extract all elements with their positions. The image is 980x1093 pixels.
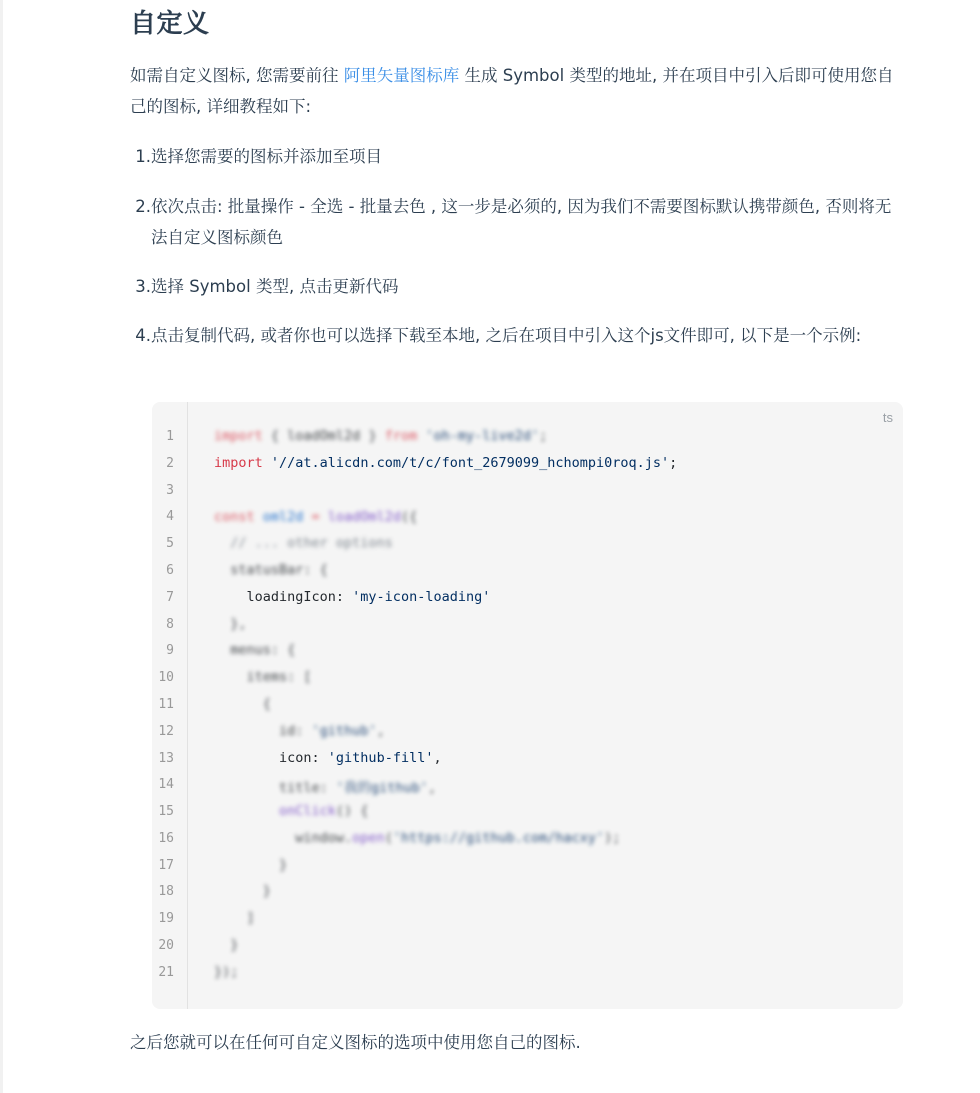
line-number: 19	[158, 911, 174, 926]
code-line: statusBar: {	[214, 562, 328, 578]
line-number: 20	[158, 938, 174, 953]
step-text: 依次点击: 批量操作 - 全选 - 批量去色 , 这一步是必须的, 因为我们不需要图标默认携带颜色, 否则将无法自定义图标颜色	[151, 197, 892, 247]
code-line: items: [	[214, 669, 312, 685]
page-title: 自定义	[130, 9, 210, 39]
line-number: 15	[158, 804, 174, 819]
step-number: 4.	[135, 326, 151, 345]
code-line: }	[214, 857, 288, 873]
code-line: },	[214, 616, 247, 632]
line-number: 14	[158, 777, 174, 792]
line-number-gutter	[152, 402, 188, 1009]
code-line: ]	[214, 910, 255, 926]
code-line: // ... other options	[214, 535, 393, 551]
code-line: menus: {	[214, 642, 296, 658]
code-line: }	[214, 937, 239, 953]
code-block[interactable]	[152, 402, 903, 1009]
code-line: window.open('https://github.com/hacxy');	[214, 830, 621, 846]
line-number: 1	[166, 429, 174, 444]
list-item	[130, 141, 902, 172]
step-number: 1.	[135, 147, 151, 166]
line-number: 4	[166, 509, 174, 524]
code-line: icon: 'github-fill',	[214, 750, 442, 766]
step-text: 选择您需要的图标并添加至项目	[151, 147, 382, 166]
line-number: 16	[158, 831, 174, 846]
list-item	[130, 271, 902, 302]
line-number: 12	[158, 724, 174, 739]
line-number: 21	[158, 965, 174, 980]
line-number: 11	[158, 697, 174, 712]
intro-text-before: 如需自定义图标, 您需要前往	[130, 66, 344, 85]
line-number: 9	[166, 643, 174, 658]
line-number: 5	[166, 536, 174, 551]
code-line: const oml2d = loadOml2d({	[214, 509, 418, 525]
step-text: 点击复制代码, 或者你也可以选择下载至本地, 之后在项目中引入这个js文件即可, 以下是一个示例:	[151, 326, 862, 345]
list-item	[130, 191, 902, 253]
line-number: 10	[158, 670, 174, 685]
code-line: title: '我的github',	[214, 780, 437, 796]
code-line: onClick() {	[214, 803, 369, 819]
step-number: 3.	[135, 277, 151, 296]
line-number: 8	[166, 617, 174, 632]
step-number: 2.	[135, 197, 151, 216]
line-number: 3	[166, 483, 174, 498]
code-line: import { loadOml2d } from 'oh-my-live2d';	[214, 428, 548, 444]
line-number: 18	[158, 884, 174, 899]
code-line: }	[214, 883, 271, 899]
code-language-label: ts	[882, 410, 893, 425]
code-line: {	[214, 696, 271, 712]
step-text: 选择 Symbol 类型, 点击更新代码	[151, 277, 399, 296]
outro-paragraph: 之后您就可以在任何可自定义图标的选项中使用您自己的图标.	[130, 1033, 581, 1052]
iconfont-link[interactable]: 阿里矢量图标库	[343, 66, 460, 85]
line-number: 13	[158, 751, 174, 766]
line-number: 7	[166, 590, 174, 605]
code-line: import '//at.alicdn.com/t/c/font_2679099_hchompi0roq.js';	[214, 455, 678, 471]
code-line: loadingIcon: 'my-icon-loading'	[214, 589, 491, 605]
intro-text-after: 生成 Symbol 类型的地址, 并在项目中引入后即可使用您自己的图标, 详细教程如下:	[130, 66, 894, 116]
list-item	[130, 320, 902, 351]
intro-paragraph	[130, 60, 902, 122]
line-number: 17	[158, 858, 174, 873]
line-number: 2	[166, 456, 174, 471]
code-line: id: 'github',	[214, 723, 385, 739]
left-border	[0, 0, 3, 1093]
code-line: });	[214, 964, 239, 980]
line-number: 6	[166, 563, 174, 578]
